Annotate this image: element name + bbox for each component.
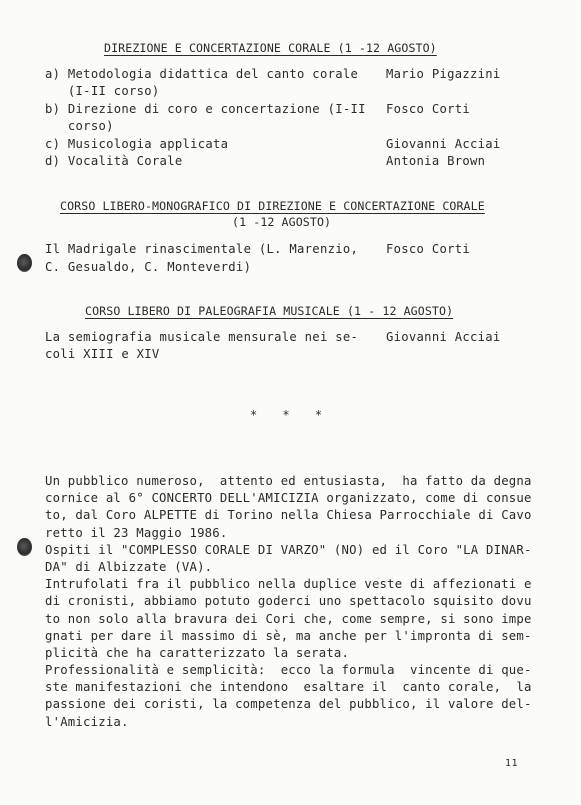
article-line: cornice al 6° CONCERTO DELL'AMICIZIA organizzato, come di consue xyxy=(45,491,532,506)
article-line: gnati per dare il massimo di sè, ma anche per l'impronta di sem- xyxy=(45,628,532,643)
teacher-name: Giovanni Acciai xyxy=(386,137,501,151)
course-line: La semiografia musicale mensurale nei se- xyxy=(45,330,359,344)
section-heading: CORSO LIBERO DI PALEOGRAFIA MUSICALE (1 - 12 AGOSTO) xyxy=(85,304,454,318)
article-line: DA" di Albizzate (VA). xyxy=(45,559,213,574)
article-line: to, dal Coro ALPETTE di Torino nella Chiesa Parrocchiale di Cavo xyxy=(45,508,532,523)
teacher-name: Fosco Corti xyxy=(386,242,471,256)
article-body xyxy=(45,474,555,732)
course-line: b) Direzione di coro e concertazione (I-II xyxy=(45,102,366,116)
course-line: Il Madrigale rinascimentale (L. Marenzio, xyxy=(45,242,359,256)
article-line: Ospiti il "COMPLESSO CORALE DI VARZO" (NO) ed il Coro "LA DINAR- xyxy=(45,542,532,557)
article-line: Professionalità e semplicità: ecco la formula vincente di que- xyxy=(45,663,532,678)
punch-hole xyxy=(17,254,32,272)
course-line: corso) xyxy=(45,119,114,133)
punch-hole xyxy=(17,538,32,556)
article-line: to non solo alla bravura dei Cori che, come sempre, si sono impe xyxy=(45,611,532,626)
course-line: coli XIII e XIV xyxy=(45,347,160,361)
course-line: (I-II corso) xyxy=(45,84,160,98)
section-heading: CORSO LIBERO-MONOGRAFICO DI DIREZIONE E CONCERTAZIONE CORALE xyxy=(60,199,485,213)
teacher-name: Antonia Brown xyxy=(386,154,486,168)
section-heading: DIREZIONE E CONCERTAZIONE CORALE (1 -12 AGOSTO) xyxy=(104,41,437,55)
article-line: l'Amicizia. xyxy=(45,714,129,729)
teacher-name: Fosco Corti xyxy=(386,102,471,116)
article-line: ste manifestazioni che intendono esaltare il canto corale, la xyxy=(45,680,532,695)
section-subheading: (1 -12 AGOSTO) xyxy=(232,215,332,229)
course-line: C. Gesualdo, C. Monteverdi) xyxy=(45,260,252,274)
article-line: retto il 23 Maggio 1986. xyxy=(45,525,228,540)
article-line: passione dei coristi, la competenza del pubblico, il valore del- xyxy=(45,697,532,712)
article-line: plicità che ha caratterizzato la serata. xyxy=(45,645,350,660)
separator-stars: * * * xyxy=(249,408,332,422)
course-line: a) Metodologia didattica del canto corale xyxy=(45,67,359,81)
article-line: Un pubblico numeroso, attento ed entusiasta, ha fatto da degna xyxy=(45,474,532,488)
page-number: 11 xyxy=(505,758,519,769)
article-line: Intrufolati fra il pubblico nella duplice veste di affezionati e xyxy=(45,577,532,592)
course-line: c) Musicologia applicata xyxy=(45,137,229,151)
course-line: d) Vocalità Corale xyxy=(45,154,183,168)
teacher-name: Mario Pigazzini xyxy=(386,67,501,81)
article-line: di cronisti, abbiamo potuto goderci uno spettacolo squisito dovu xyxy=(45,594,532,609)
teacher-name: Giovanni Acciai xyxy=(386,330,501,344)
